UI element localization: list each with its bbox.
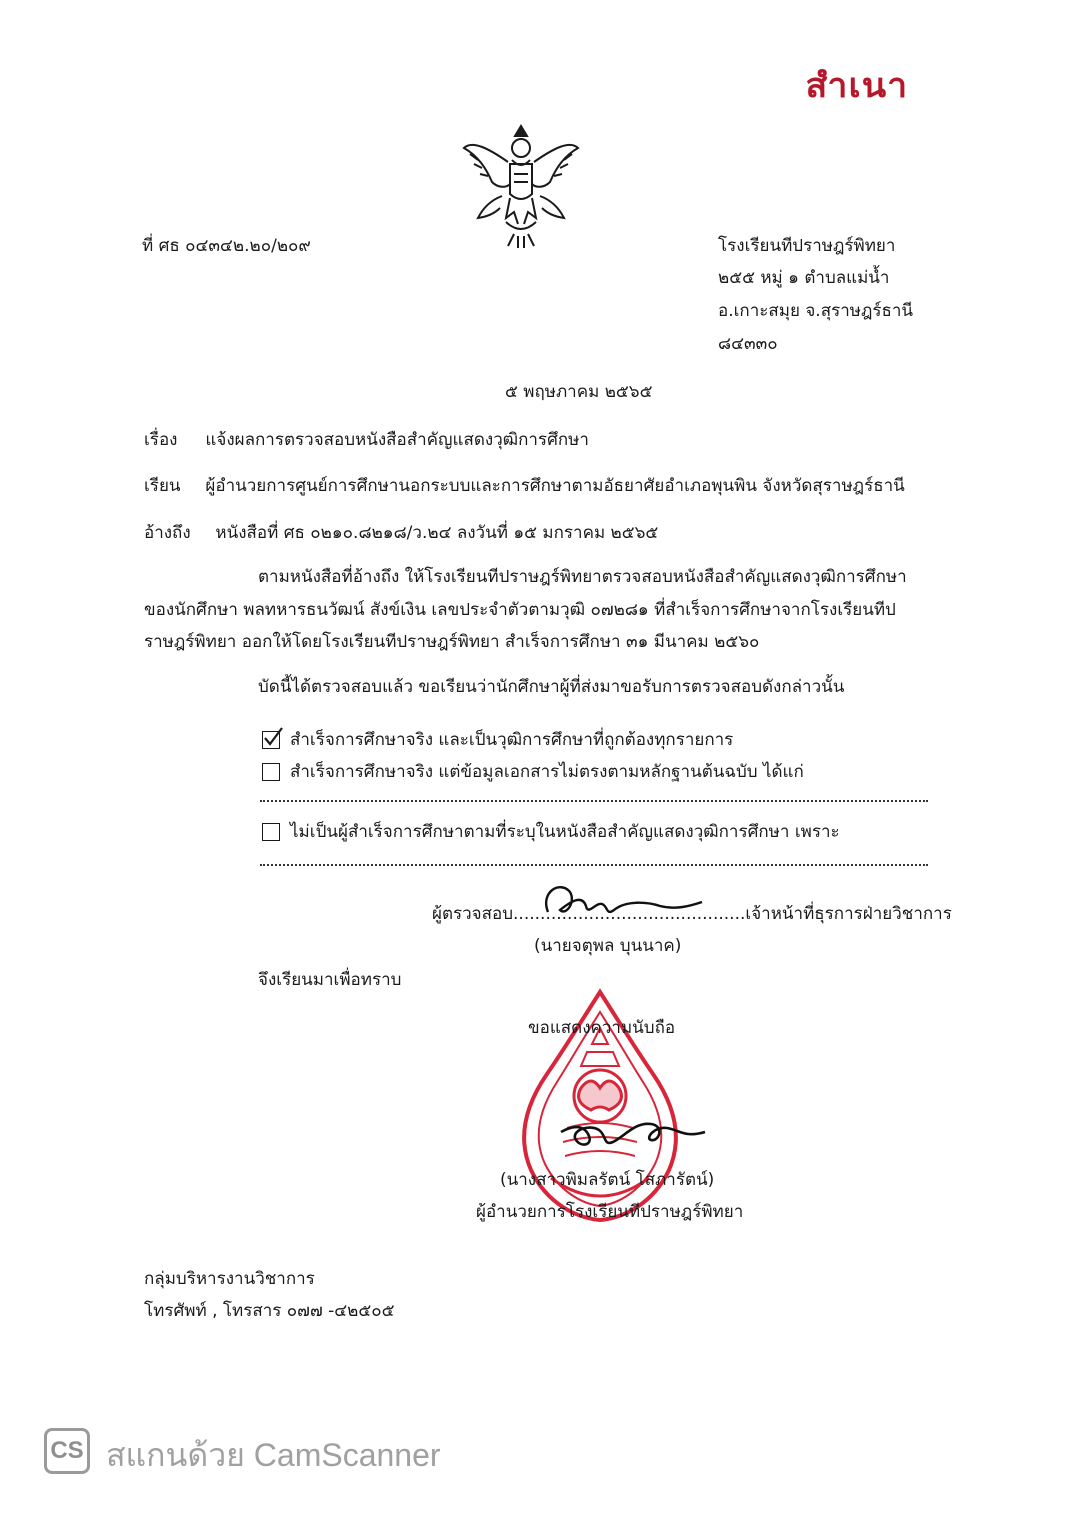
garuda-emblem-icon: [458, 118, 584, 250]
contact-phone: โทรศัพท์ , โทรสาร ๐๗๗ -๔๒๕๐๕: [144, 1301, 395, 1321]
camscanner-watermark: สแกนด้วย CamScanner: [106, 1437, 441, 1473]
reference-label: อ้างถึง: [144, 523, 191, 543]
inspector-name: (นายจตุพล บุนนาค): [534, 936, 682, 956]
address-line-2: ๒๕๕ หมู่ ๑ ตำบลแม่น้ำ: [718, 268, 890, 288]
body-paragraph-line-1: ตามหนังสือที่อ้างถึง ให้โรงเรียนทีปราษฎร์พิทยาตรวจสอบหนังสือสำคัญแสดงวุฒิการศึกษา: [258, 567, 907, 587]
address-line-3: อ.เกาะสมุย จ.สุราษฎร์ธานี: [718, 301, 914, 321]
dotted-fill-line: [260, 864, 928, 866]
checkbox-empty-icon[interactable]: [262, 823, 280, 841]
option-graduated-mismatch: [262, 758, 804, 785]
recipient-value: ผู้อำนวยการศูนย์การศึกษานอกระบบและการศึกษาตามอัธยาศัยอำเภอพุนพิน จังหวัดสุราษฎร์ธานี: [205, 476, 905, 496]
dotted-fill-line: [260, 800, 928, 802]
camscanner-logo-icon: CS: [44, 1428, 90, 1474]
inspector-signature-icon: [530, 872, 710, 928]
subject-value: แจ้งผลการตรวจสอบหนังสือสำคัญแสดงวุฒิการศึกษา: [205, 430, 589, 450]
subject-row: [144, 426, 589, 453]
copy-stamp: สำเนา: [805, 66, 909, 106]
reference-number: ที่ ศธ ๐๔๓๔๒.๒๐/๒๐๙: [142, 236, 311, 256]
respect-text: ขอแสดงความนับถือ: [528, 1018, 676, 1038]
option-not-graduated: [262, 818, 840, 845]
option-label: ไม่เป็นผู้สำเร็จการศึกษาตามที่ระบุในหนังสือสำคัญแสดงวุฒิการศึกษา เพราะ: [290, 822, 840, 842]
reference-row: [144, 519, 658, 546]
school-name: โรงเรียนทีปราษฎร์พิทยา: [718, 236, 896, 256]
postal-code: ๘๔๓๓๐: [718, 334, 778, 354]
option-graduated-correct: [262, 726, 733, 753]
director-title: ผู้อำนวยการโรงเรียนทีปราษฎร์พิทยา: [476, 1202, 744, 1222]
option-label: สำเร็จการศึกษาจริง แต่ข้อมูลเอกสารไม่ตรงตามหลักฐานต้นฉบับ ได้แก่: [290, 762, 804, 782]
subject-label: เรื่อง: [144, 430, 178, 450]
checkbox-checked-icon[interactable]: [262, 731, 280, 749]
body-paragraph-line-3: ราษฎร์พิทยา ออกให้โดยโรงเรียนทีปราษฎร์พิทยา สำเร็จการศึกษา ๓๑ มีนาคม ๒๕๖๐: [144, 632, 760, 652]
recipient-label: เรียน: [144, 476, 181, 496]
checkbox-empty-icon[interactable]: [262, 763, 280, 781]
letter-date: ๕ พฤษภาคม ๒๕๖๕: [505, 382, 653, 402]
director-signature-icon: [555, 1102, 715, 1154]
inspector-position: .เจ้าหน้าที่ธุรการฝ่ายวิชาการ: [739, 904, 952, 924]
department-name: กลุ่มบริหารงานวิชาการ: [144, 1269, 315, 1289]
body-paragraph-line-2: ของนักศึกษา พลทหารธนวัฒน์ สังข์เงิน เลขประจำตัวตามวุฒิ ๐๗๒๘๑ ที่สำเร็จการศึกษาจากโรงเรียนทีป: [144, 600, 896, 620]
inspector-prefix: ผู้ตรวจสอบ..........................................: [432, 904, 740, 924]
director-name: (นางสาวพิมลรัตน์ โสภารัตน์): [500, 1170, 715, 1190]
body-paragraph-2: บัดนี้ได้ตรวจสอบแล้ว ขอเรียนว่านักศึกษาผู้ที่ส่งมาขอรับการตรวจสอบดังกล่าวนั้น: [258, 677, 845, 697]
recipient-row: [144, 472, 905, 499]
reference-value: หนังสือที่ ศธ ๐๒๑๐.๘๒๑๘/ว.๒๔ ลงวันที่ ๑๕ มกราคม ๒๕๖๕: [215, 523, 659, 543]
option-label: สำเร็จการศึกษาจริง และเป็นวุฒิการศึกษาที่ถูกต้องทุกรายการ: [290, 730, 734, 750]
closing-text: จึงเรียนมาเพื่อทราบ: [258, 970, 402, 990]
